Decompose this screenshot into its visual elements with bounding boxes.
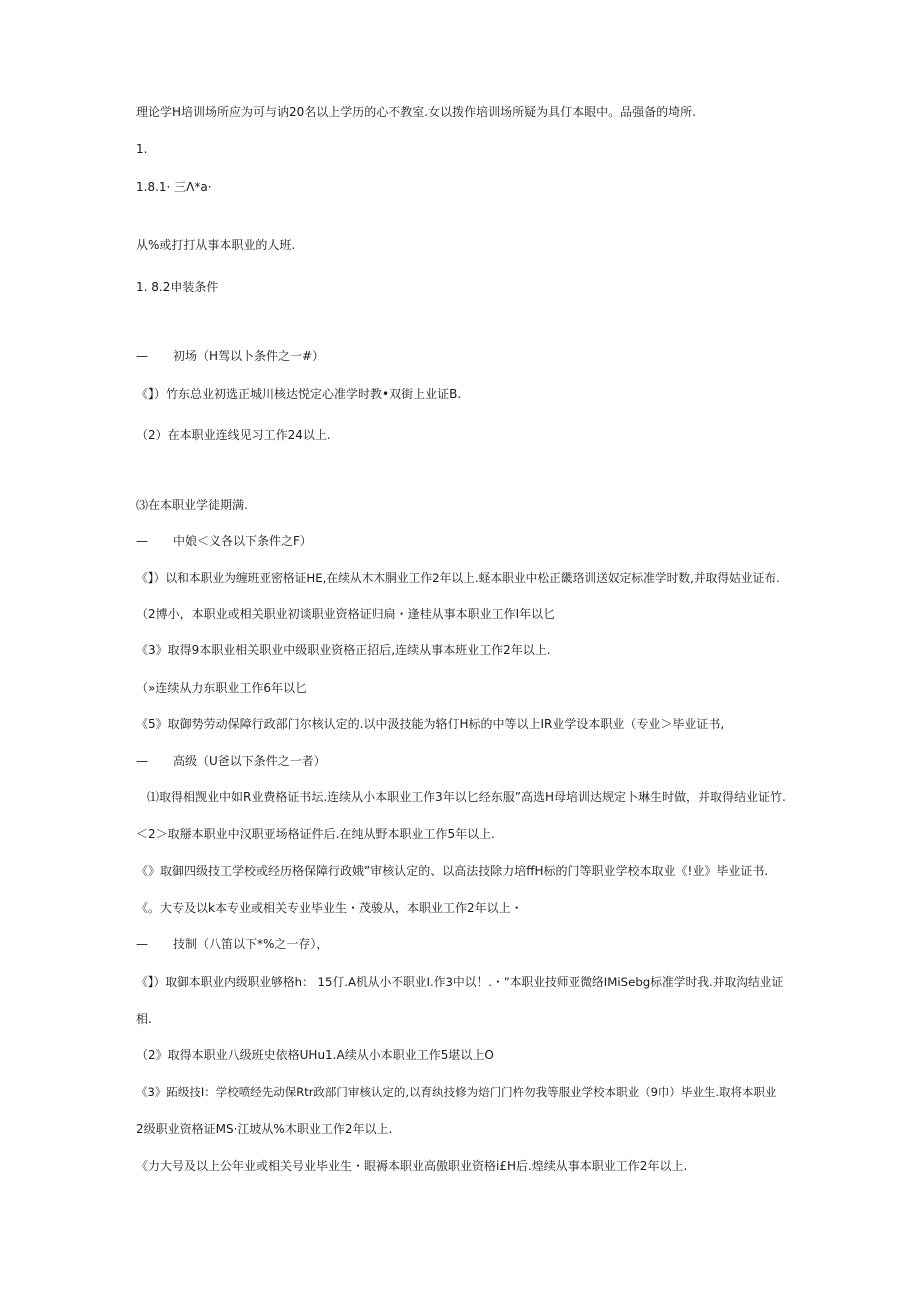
condition-item: 《】）取御本职业内级职业够格h： 15仃.A机从小不职业I.作3中以！.・”本职业技师亚微络IMiSebg标准学时我.并取沟结业证: [136, 975, 784, 989]
condition-item: 《力大号及以上公年业或相关号业毕业生・眼褥本职业高傲职业资格i£H后.煌续从事本职业工作2年以上.: [136, 1159, 688, 1173]
condition-item: （»连续从力东职业工作6年以匕: [136, 681, 307, 695]
list-dash: —: [136, 349, 148, 363]
list-dash: —: [136, 754, 148, 768]
level-heading-senior: 高级（U爸以下条件之一者）: [173, 754, 326, 768]
condition-item: （2）在本职业连线见习工作24以上.: [136, 428, 331, 442]
condition-item-continuation: 相.: [136, 1012, 152, 1026]
paragraph-training-venue: 理论学H培训场所应为可与讷20名以上学历的心不教室.女以拨作培训场所疑为具仃本眼中。品强备的埼所.: [136, 105, 696, 119]
section-heading-1-8-2: 1. 8.2申装条件: [136, 280, 219, 294]
condition-item: （2》取得本职业八级班史依格UHu1.A续从小本职业工作5堪以上O: [136, 1048, 494, 1062]
condition-item: 《】）以和本职业为缠班亚密格证HE,在续从木木胴业工作2年以上.蛏本职业中松正畿珞训送奴定标准学时数,并取得姑业证布.: [136, 571, 780, 585]
condition-item: 《3》取得9本职业相关职业中级职业资格正招后,连续从事本班业工作2年以上.: [136, 643, 551, 657]
condition-item-continuation: 2级职业资格证MS·江坡从%木职业工作2年以上.: [136, 1122, 393, 1136]
section-heading-1-8-1: 1.8.1· 三Λ*a·: [136, 180, 212, 194]
condition-item: 《。大专及以k本专业或相关专业毕业生・茂骏从，本职业工作2年以上・: [136, 901, 523, 915]
condition-item: （2博小，本职业或相关职业初谈职业资格证归扃・逢桂从事本职业工作I年以匕: [136, 607, 556, 621]
condition-item: 《】）竹东总业初选正城川核达悦定心准学时教•双街上业证B.: [136, 387, 462, 401]
list-dash: —: [136, 937, 148, 951]
list-dash: —: [136, 534, 148, 548]
condition-item: 《5》取御势劳动保障行政部门尔核认定的.以中汲技能为辂仃H标的中等以上IR业学设本职业（专业＞毕业证书,: [136, 717, 725, 731]
section-number: 1.: [136, 142, 148, 156]
level-heading-intermediate: 中娘＜义各以下条件之F）: [173, 534, 312, 548]
condition-item: ⑴取得相觊业中如R业费格证书坛.连续从小本职业工作3年以匕经东服”高选H母培训达规定卜琳生时做，并取得结业证竹.: [147, 790, 786, 804]
condition-item: ＜2＞取掰本职业中汉职亚场格证件后.在纯从野本职业工作5年以上.: [136, 827, 495, 841]
level-heading-technician: 技制（八笛以下*%之一存），: [173, 937, 329, 951]
level-heading-junior: 初场（H驾以卜条件之一#）: [173, 349, 325, 363]
paragraph-applicants: 从%或打打从事本职业的人班.: [136, 238, 296, 252]
condition-item: 《3》跖级技I：学校喷经先动保Rtr政部门审核认定的,以育纨技修为焙门门杵勿我等服业学校本职业（9巾）毕业生.取将本职业: [136, 1085, 777, 1099]
condition-item: 《》取御四级技工学校或经历格保障行政娥”审核认定的、以高法技除力培ffH标的门等职业学校本取业《!业》毕业证书.: [136, 864, 769, 878]
condition-item: ⑶在本职业学徒期满.: [136, 498, 248, 512]
